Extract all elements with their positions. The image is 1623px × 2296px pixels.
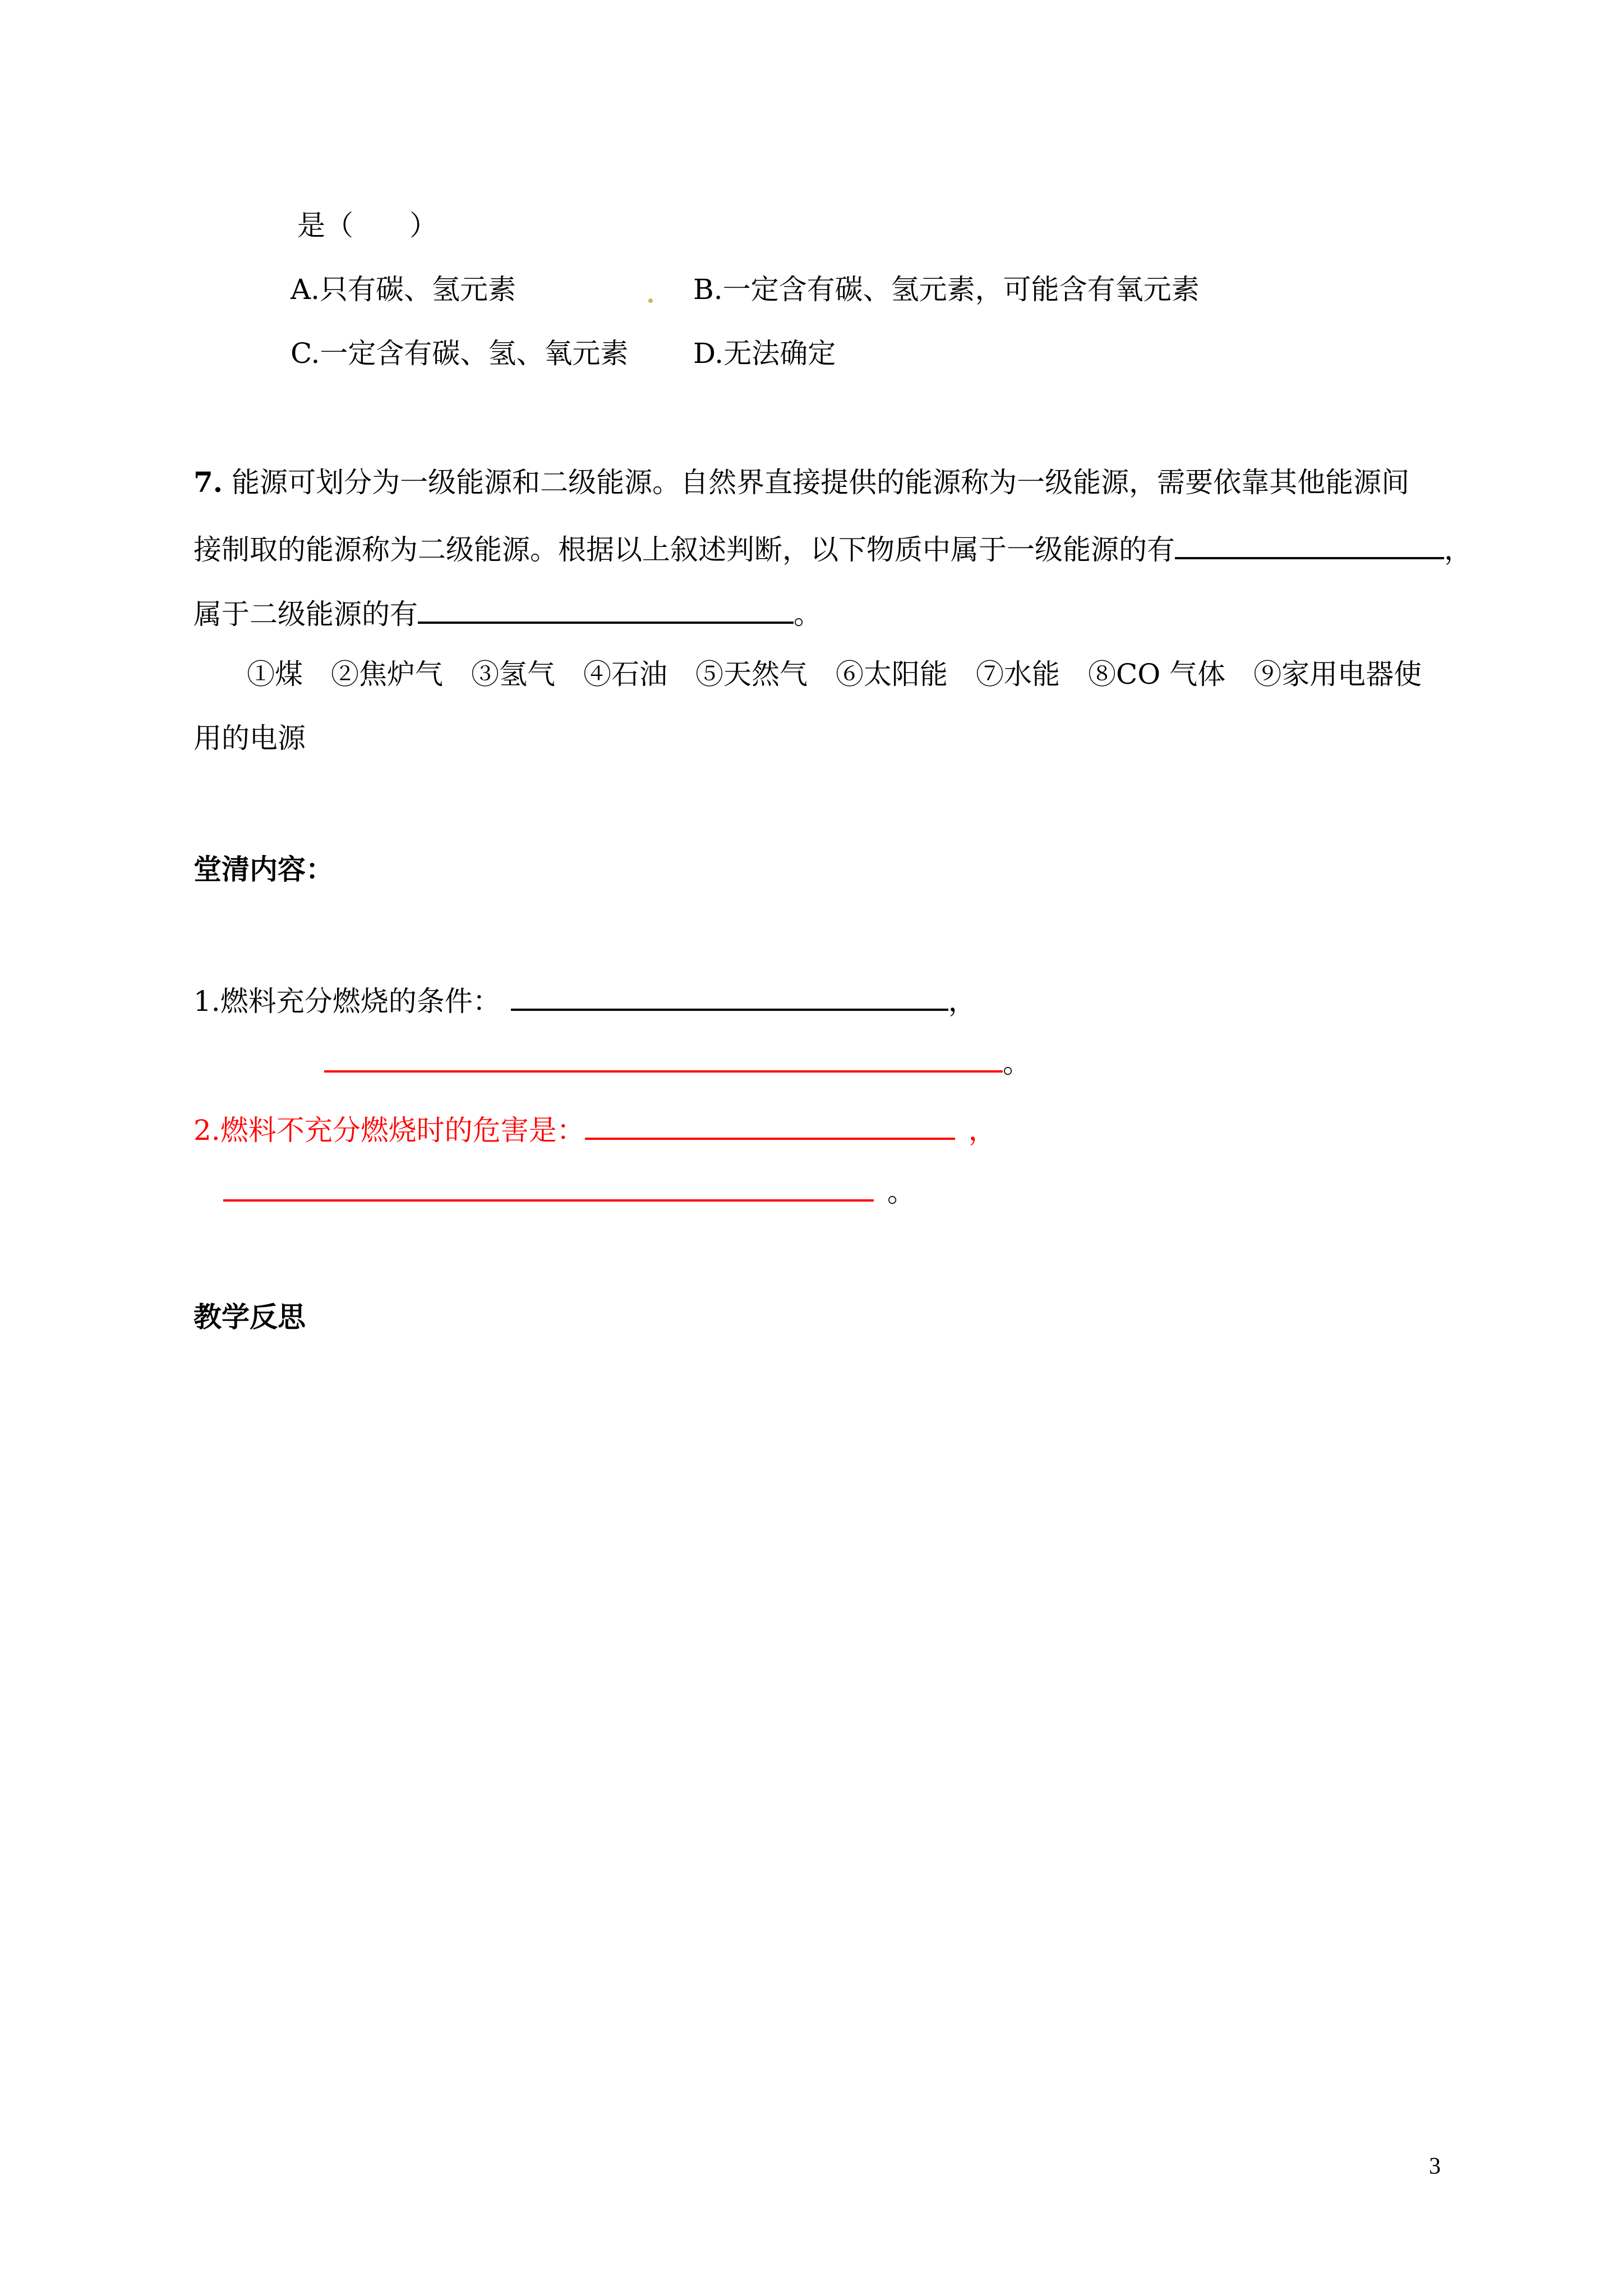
q6-option-d: D.无法确定 bbox=[693, 337, 836, 370]
answer-blank-full-combustion-1[interactable] bbox=[511, 982, 948, 1011]
q6-option-a: A.只有碳、氢元素 bbox=[291, 273, 517, 306]
q7-items-line1: ①煤 ②焦炉气 ③氢气 ④石油 ⑤天然气 ⑥太阳能 ⑦水能 ⑧CO 气体 ⑨家用电器使 bbox=[247, 658, 1422, 691]
answer-blank-full-combustion-2[interactable] bbox=[324, 1043, 1003, 1073]
answer-blank-incomplete-combustion-1[interactable] bbox=[585, 1111, 955, 1140]
review-item2-continuation bbox=[223, 1172, 915, 1209]
q7-items-line2: 用的电源 bbox=[193, 722, 306, 754]
review-item1-text: 1.燃料充分燃烧的条件： bbox=[193, 985, 501, 1018]
q6-option-b: B.一定含有碳、氢元素，可能含有氧元素 bbox=[693, 273, 1200, 306]
review-item1 bbox=[193, 982, 976, 1018]
review-item1-end1: ， bbox=[948, 985, 976, 1018]
answer-blank-primary-energy[interactable] bbox=[1175, 530, 1444, 559]
section-heading-review: 堂清内容： bbox=[193, 853, 334, 886]
review-item2-end2: 。 bbox=[887, 1176, 915, 1208]
q6-stem-end: 是（ ） bbox=[297, 209, 437, 242]
answer-blank-incomplete-combustion-2[interactable] bbox=[223, 1172, 874, 1202]
q7-text-line1: 能源可划分为一级能源和二级能源。自然界直接提供的能源称为一级能源，需要依靠其他能源间 bbox=[232, 466, 1410, 499]
q7-line2 bbox=[193, 530, 1472, 567]
decorative-dot bbox=[648, 298, 653, 303]
q7-line2-end: ， bbox=[1444, 533, 1472, 566]
q7-line1 bbox=[193, 466, 1409, 499]
q7-text-line3: 属于二级能源的有 bbox=[193, 598, 418, 631]
review-item2-text: 2.燃料不充分燃烧时的危害是： bbox=[193, 1114, 585, 1147]
answer-blank-secondary-energy[interactable] bbox=[418, 595, 794, 624]
review-item2-end1: ， bbox=[968, 1114, 997, 1147]
review-item1-continuation bbox=[324, 1043, 1031, 1080]
page-number: 3 bbox=[1429, 2154, 1441, 2179]
q7-line3-end: 。 bbox=[794, 598, 822, 631]
q7-line3 bbox=[193, 595, 822, 631]
review-item2 bbox=[193, 1111, 997, 1147]
q6-option-c: C.一定含有碳、氢、氧元素 bbox=[291, 337, 629, 370]
q7-text-line2: 接制取的能源称为二级能源。根据以上叙述判断，以下物质中属于一级能源的有 bbox=[193, 533, 1175, 566]
q7-number: 7. bbox=[193, 466, 223, 499]
review-item1-end2: 。 bbox=[1003, 1047, 1031, 1079]
section-heading-reflection: 教学反思 bbox=[193, 1300, 306, 1333]
